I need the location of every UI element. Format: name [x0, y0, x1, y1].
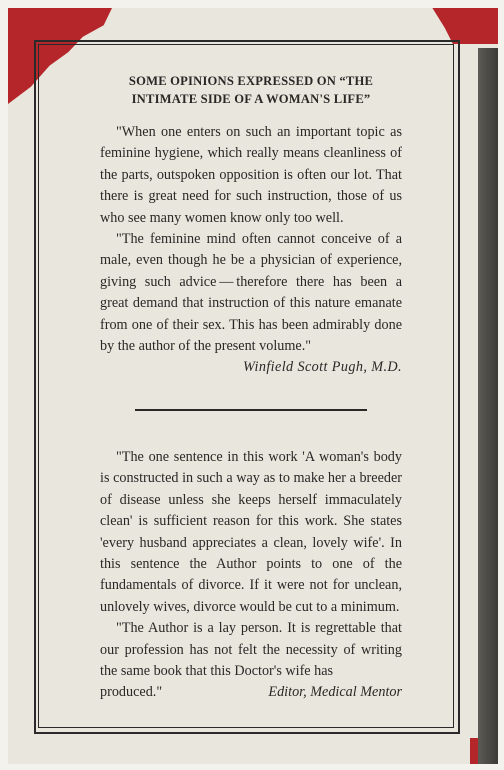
- opinion-medical-mentor: [100, 447, 402, 704]
- opinion-paragraph: "When one enters on such an important topic as feminine hygiene, which really means cleanliness of the parts, outspoken opposition is often our lot. That there is great need for such instruction, those of us who see many women know only too well.: [100, 124, 402, 226]
- opinions-heading: SOME OPINIONS EXPRESSED ON “THE INTIMATE SIDE OF A WOMAN'S LIFE”: [128, 74, 374, 106]
- closing-word: produced.": [100, 684, 163, 701]
- cover-spine-edge: [478, 48, 498, 764]
- opinion-paragraph: "The Author is a lay person. It is regrettable that our profession has not felt the necessity of writing the same book that this Doctor's wife has: [100, 620, 402, 679]
- opinion-pugh: [100, 122, 402, 379]
- opinions-text-block: [100, 72, 402, 704]
- opinion-signature: Editor, Medical Mentor: [268, 684, 402, 701]
- opinion-paragraph: "The feminine mind often cannot conceive of a male, even though he be a physician of experience, giving such advice — therefore there has been a great demand that instruction of this nature emanate from one of their sex. This has been admirably done by the author of the present volume.": [100, 231, 402, 355]
- opinion-signature: Winfield Scott Pugh, M.D.: [243, 359, 402, 376]
- opinion-paragraph: "The one sentence in this work 'A woman's body is constructed in such a way as to make her a breeder of disease unless she keeps herself immaculately clean' is sufficient reason for this work. She states 'every husband appreciates a clean, lovely wife'. In this sentence the Author points to one of the fundamentals of divorce. If it were not for unclean, unlovely wives, divorce would be cut to a minimum.: [100, 448, 402, 615]
- opinion-closing-line: [100, 682, 402, 703]
- torn-red-paper-edge: [416, 8, 498, 44]
- section-divider-rule: [135, 409, 367, 411]
